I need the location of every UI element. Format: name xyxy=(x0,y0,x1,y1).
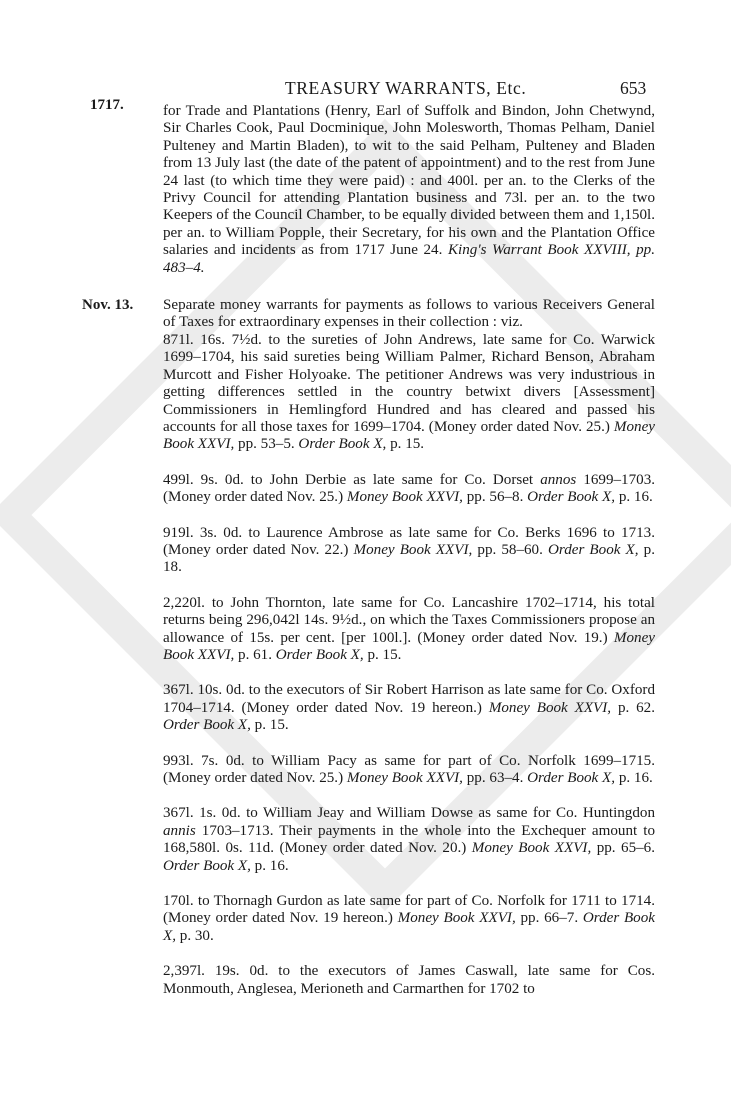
document-body xyxy=(82,103,656,998)
reference: King's Warrant Book XXVIII, pp. 483–4. xyxy=(163,242,655,276)
warrant-item: 993l. 7s. 0d. to William Pacy as same for part of Co. Norfolk 1699–1715. (Money order dated Nov. 25.) Money Book XXVI, pp. 63–4. Order Book X, p. 16. xyxy=(163,752,655,786)
warrant-item: 919l. 3s. 0d. to Laurence Ambrose as late same for Co. Berks 1696 to 1713. (Money order dated Nov. 22.) Money Book XXVI, pp. 58–60. Order Book X, p. 18. xyxy=(163,524,655,576)
continuation-paragraph: for Trade and Plantations (Henry, Earl of Suffolk and Bindon, John Chetwynd, Sir Charles Cook, Paul Docminique, John Molesworth, Thomas Pelham, Daniel Pulteney and Martin Bladen), to wit to the said Pelham, Pulteney and Bladen from 13 July last (the date of the patent of appointment) and to the rest from June 24 last (to which time they were paid) : and 400l. per an. to the Clerks of the Privy Council for attending Plantation business and 73l. per an. to the two Keepers of the Council Chamber, to be equally divided between them and 1,150l. per an. to William Popple, their Secretary, for his own and the Plantation Office salaries and incidents as from 1717 June 24. King's Warrant Book XXVIII, pp. 483–4. xyxy=(163,103,655,276)
dated-entry xyxy=(82,297,655,332)
warrant-item: 2,220l. to John Thornton, late same for Co. Lancashire 1702–1714, his total returns being 296,042l 14s. 9½d., on which the Taxes Commissioners propose an allowance of 15s. per cent. [per 100l.]. (Money order dated Nov. 19.) Money Book XXVI, p. 61. Order Book X, p. 15. xyxy=(163,594,655,663)
year-marginal-note: 1717. xyxy=(90,97,124,113)
warrant-item: 170l. to Thornagh Gurdon as late same for part of Co. Norfolk for 1711 to 1714. (Money order dated Nov. 19 hereon.) Money Book XXVI, pp. 66–7. Order Book X, p. 30. xyxy=(163,893,655,944)
date-marginal-note: Nov. 13. xyxy=(82,297,134,314)
running-head: TREASURY WARRANTS, Etc. xyxy=(285,78,527,98)
warrant-item: 367l. 1s. 0d. to William Jeay and William Dowse as same for Co. Huntingdon annis 1703–1713. Their payments in the whole into the Exchequer amount to 168,580l. 0s. 11d. (Money order dated Nov. 20.) Money Book XXVI, pp. 65–6. Order Book X, p. 16. xyxy=(163,805,655,874)
warrant-item: 499l. 9s. 0d. to John Derbie as late same for Co. Dorset annos 1699–1703. (Money order dated Nov. 25.) Money Book XXVI, pp. 56–8. Order Book X, p. 16. xyxy=(163,471,656,506)
warrant-item: 367l. 10s. 0d. to the executors of Sir Robert Harrison as late same for Co. Oxford 1704–1714. (Money order dated Nov. 19 hereon.) Money Book XXVI, p. 62. Order Book X, p. 15. xyxy=(163,682,656,734)
warrant-item: 871l. 16s. 7½d. to the sureties of John Andrews, late same for Co. Warwick 1699–1704, his said sureties being William Palmer, Richard Benson, Abraham Murcott and Fisher Holyoake. The petitioner Andrews was very industrious in getting differences settled in the country betwixt divers [Assessment] Commissioners in Hemlingford Hundred and has cleared and passed his accounts for all those taxes for 1699–1704. (Money order dated Nov. 25.) Money Book XXVI, pp. 53–5. Order Book X, p. 15. xyxy=(163,331,655,453)
warrant-item: 2,397l. 19s. 0d. to the executors of James Caswall, late same for Cos. Monmouth, Anglesea, Merioneth and Carmarthen for 1702 to xyxy=(163,963,655,997)
page-number: 653 xyxy=(620,78,647,98)
entry-intro: Separate money warrants for payments as follows to various Receivers General of Taxes for extraordinary expenses in their collection : viz. xyxy=(163,297,655,331)
